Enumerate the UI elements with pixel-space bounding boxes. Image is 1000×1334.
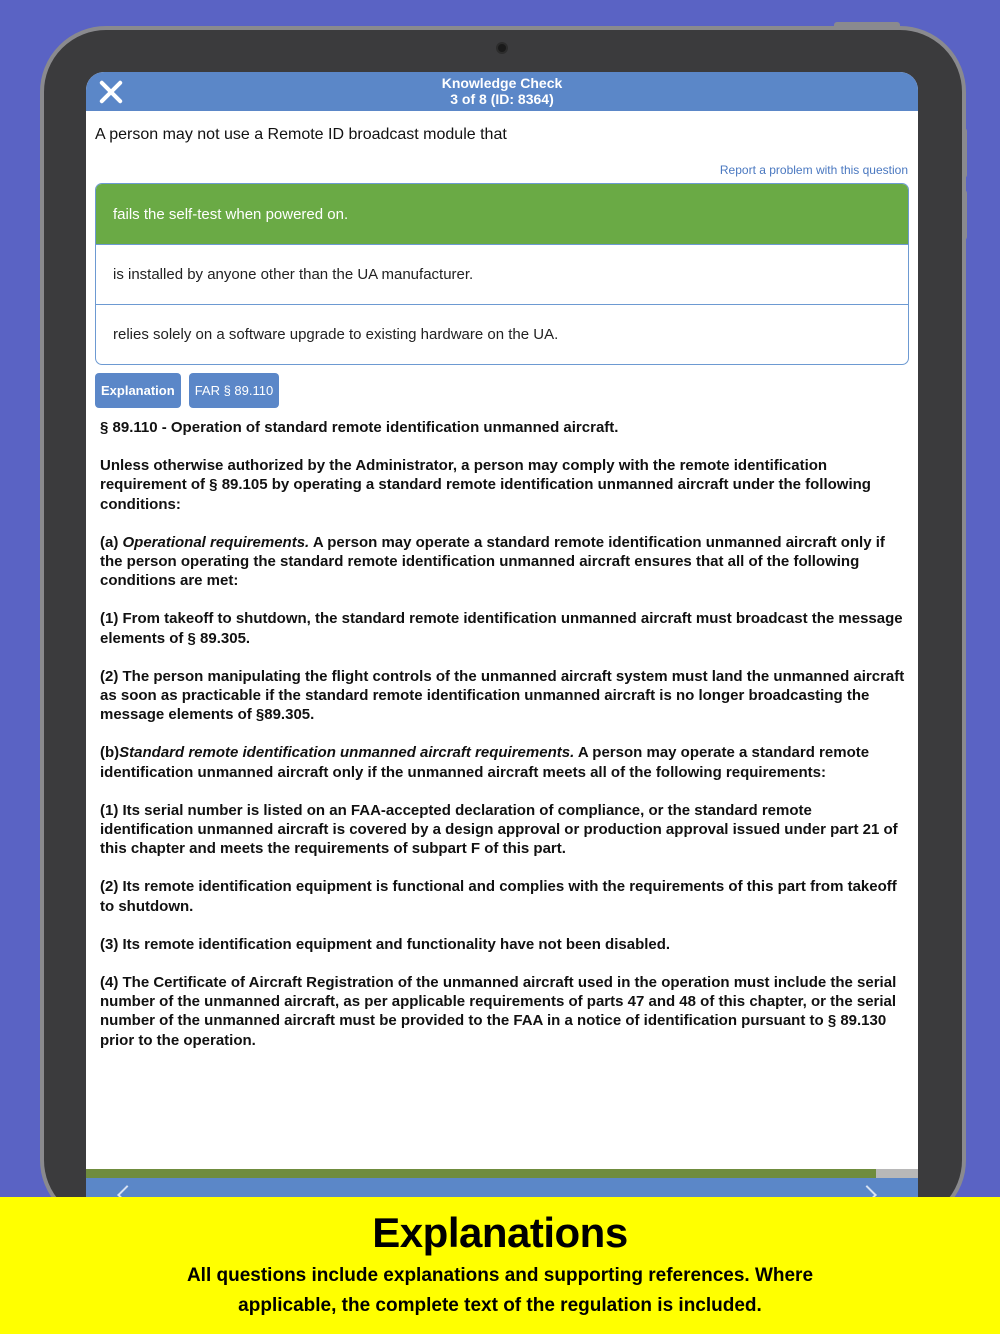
answer-option-correct[interactable]: fails the self-test when powered on. [96,184,908,244]
explanation-paragraph-b4: (4) The Certificate of Aircraft Registration of the unmanned aircraft used in the operation must include the serial number of the unmanned aircraft, as per applicable requirements of parts 47 and 48 of this chapter, or the serial number of the unmanned aircraft must be provided to the FAA in a notice of identification pursuant to § 89.130 prior to the operation. [100,974,897,1049]
paragraph-text: A person may operate a standard remote identification unmanned aircraft only if the person operating the standard remote identification unmanned aircraft ensures that all of the following conditions are met: [100,533,885,590]
explanation-body [100,418,908,1069]
promo-banner [0,1197,1000,1334]
chevron-right-icon[interactable] [857,1185,877,1197]
nav-title [86,75,918,107]
progress-bar [86,1169,918,1178]
app-screen [86,72,918,1197]
banner-subtitle-line: All questions include explanations and supporting references. Where [186,1265,814,1286]
paragraph-title: Standard remote identification unmanned aircraft requirements. [119,744,575,762]
answer-option[interactable]: is installed by anyone other than the UA manufacturer. [96,244,908,304]
tab-far-reference[interactable]: FAR § 89.110 [189,373,280,408]
banner-subtitle-line: applicable, the complete text of the regulation is included. [238,1295,762,1316]
answer-option[interactable]: relies solely on a software upgrade to existing hardware on the UA. [96,304,908,364]
explanation-paragraph-a [100,533,908,591]
header-subtitle: 3 of 8 (ID: 8364) [450,91,554,107]
tab-explanation[interactable]: Explanation [95,373,181,408]
explanation-paragraph-b [100,743,908,781]
banner-title: Explanations [372,1209,628,1256]
report-problem-link[interactable]: Report a problem with this question [719,163,908,177]
explanation-paragraph-b1: (1) Its serial number is listed on an FAA-accepted declaration of compliance, or the standard remote identification unmanned aircraft is covered by a design approval or production approval issued under part 21 of this chapter and meets the requirements of subpart F of this part. [100,801,898,858]
header-title: Knowledge Check [441,75,563,91]
reference-tabs [95,373,279,408]
explanation-paragraph-a2: (2) The person manipulating the flight controls of the unmanned aircraft system must land the unmanned aircraft as soon as practicable if the standard remote identification unmanned aircraft is no longer broadcasting the message elements of §89.305. [100,667,905,724]
paragraph-label: (a) [100,533,123,551]
explanation-intro: Unless otherwise authorized by the Administrator, a person may comply with the remote identification requirement of § 89.105 by operating a standard remote identification unmanned aircraft under the following conditions: [100,457,871,513]
paragraph-title: Operational requirements. [122,533,310,551]
explanation-paragraph-b2: (2) Its remote identification equipment is functional and complies with the requirements of this part from takeoff to shutdown. [100,878,897,915]
question-text: A person may not use a Remote ID broadcast module that [95,126,507,143]
chevron-left-icon[interactable] [117,1185,137,1197]
paragraph-label: (b) [100,744,120,762]
camera-icon [496,42,508,54]
bottom-toolbar [86,1178,918,1197]
explanation-paragraph-b3: (3) Its remote identification equipment and functionality have not been disabled. [100,935,671,953]
answer-list [95,183,909,365]
explanation-paragraph-a1: (1) From takeoff to shutdown, the standard remote identification unmanned aircraft must broadcast the message elements of § 89.305. [100,610,903,647]
explanation-heading: § 89.110 - Operation of standard remote identification unmanned aircraft. [100,419,619,436]
progress-bar-fill [86,1169,876,1178]
nav-bar [86,72,918,111]
banner-subtitle [0,1261,1000,1321]
paragraph-text: A person may operate a standard remote identification unmanned aircraft only if the unmanned aircraft meets all of the following requirements: [100,744,870,781]
